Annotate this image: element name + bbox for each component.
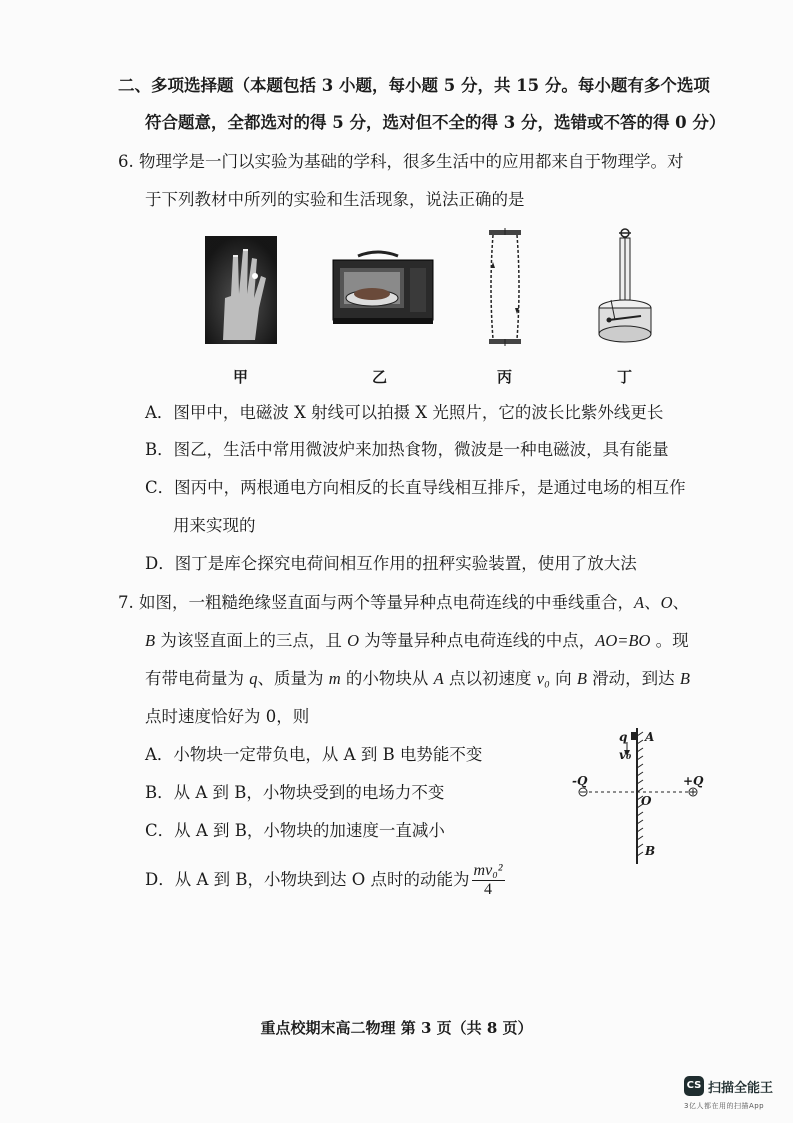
q7-stem-line4: 点时速度恰好为 0，则 <box>145 707 310 726</box>
q7-option-c: C．从 A 到 B，小物块的加速度一直减小 <box>145 821 445 840</box>
q6-stem-line1: 6. 物理学是一门以实验为基础的学科，很多生活中的应用都来自于物理学。对 <box>118 152 684 171</box>
q7-line3-f: 滑动，到达 <box>586 669 680 688</box>
q7-line3-e: 向 <box>549 669 577 688</box>
fig-label-q: q <box>619 730 628 744</box>
q7-var-b: B <box>145 631 156 650</box>
q7-line3-c: 的小物块从 <box>340 669 434 688</box>
page-footer: 重点校期末高二物理 第 3 页（共 8 页） <box>260 1019 533 1037</box>
q7-option-d-fraction <box>472 862 505 899</box>
q7-var-v0: v₀ <box>536 669 550 688</box>
camscanner-logo: CS <box>684 1076 704 1096</box>
q7-sep-end: 、 <box>672 593 690 612</box>
microwave-oven-image <box>328 246 438 326</box>
q7-line2-text-a: 为该竖直面上的三点，且 <box>155 631 348 650</box>
q7-option-a: A．小物块一定带负电，从 A 到 B 电势能不变 <box>145 745 483 764</box>
fig-label-neg-q: -Q <box>572 774 588 788</box>
q7-option-b: B．从 A 到 B，小物块受到的电场力不变 <box>145 783 445 802</box>
q7-var-b3: B <box>679 669 691 688</box>
q7-sep: 、 <box>644 593 661 612</box>
parallel-wires-image <box>485 228 525 346</box>
q6-option-c-line2: 用来实现的 <box>173 516 256 535</box>
q7-option-d <box>145 862 505 899</box>
q7-var-b2: B <box>576 669 587 688</box>
q6-option-b: B．图乙，生活中常用微波炉来加热食物，微波是一种电磁波，具有能量 <box>145 440 669 459</box>
caption-bing: 丙 <box>497 368 513 386</box>
torsion-balance-image <box>595 228 655 350</box>
q7-stem-line1 <box>118 592 689 614</box>
fig-label-v0: v₀ <box>619 748 632 762</box>
q7-stem-line3 <box>145 668 690 690</box>
section-heading-line1: 二、多项选择题（本题包括 3 小题，每小题 5 分，共 15 分。每小题有多个选项 <box>118 76 710 95</box>
q7-line2-text-b: 为等量异种点电荷连线的中点， <box>359 631 596 650</box>
q7-eq: AO=BO <box>595 631 651 650</box>
q7-fraction-numerator: mv₀² <box>473 862 503 879</box>
q7-line3-a: 有带电荷量为 <box>145 669 250 688</box>
fig-label-b: B <box>645 844 656 858</box>
section-heading-line2: 符合题意，全都选对的得 5 分，选对但不全的得 3 分，选错或不答的得 0 分） <box>145 113 726 132</box>
q7-option-d-text: D．从 A 到 B，小物块到达 O 点时的动能为 <box>145 870 470 889</box>
caption-yi: 乙 <box>372 368 388 386</box>
q7-var-m: m <box>328 669 341 688</box>
q6-stem-line2: 于下列教材中所列的实验和生活现象，说法正确的是 <box>145 190 525 209</box>
q7-var-q: q <box>249 669 258 688</box>
fig-label-pos-q: +Q <box>683 774 704 788</box>
q7-var-o2: O <box>347 631 360 650</box>
caption-ding: 丁 <box>617 368 633 386</box>
q7-line3-d: 点以初速度 <box>443 669 537 688</box>
fig-label-a: A <box>645 730 655 744</box>
q7-var-a: A <box>634 593 645 612</box>
q7-var-o: O <box>660 593 673 612</box>
camscanner-tagline: 3亿人都在用的扫描App <box>684 1102 765 1110</box>
q7-fraction-denominator: 4 <box>484 881 493 898</box>
q7-line2-text-c: 。现 <box>650 631 689 650</box>
q6-option-a: A．图甲中，电磁波 X 射线可以拍摄 X 光照片，它的波长比紫外线更长 <box>145 403 664 422</box>
fig-label-o: O <box>641 794 652 808</box>
q6-option-d: D．图丁是库仑探究电荷间相互作用的扭秤实验装置，使用了放大法 <box>145 554 637 573</box>
q7-var-a2: A <box>433 669 444 688</box>
caption-jia: 甲 <box>233 368 249 386</box>
xray-hand-image <box>205 236 277 344</box>
q6-option-c-line1: C．图丙中，两根通电方向相反的长直导线相互排斥，是通过电场的相互作 <box>145 478 686 497</box>
q7-stem-line2 <box>145 630 689 652</box>
camscanner-name: 扫描全能王 <box>708 1081 774 1096</box>
q7-line1-text: 7. 如图，一粗糙绝缘竖直面与两个等量异种点电荷连线的中垂线重合， <box>118 593 634 612</box>
q7-line3-b: 、质量为 <box>257 669 329 688</box>
